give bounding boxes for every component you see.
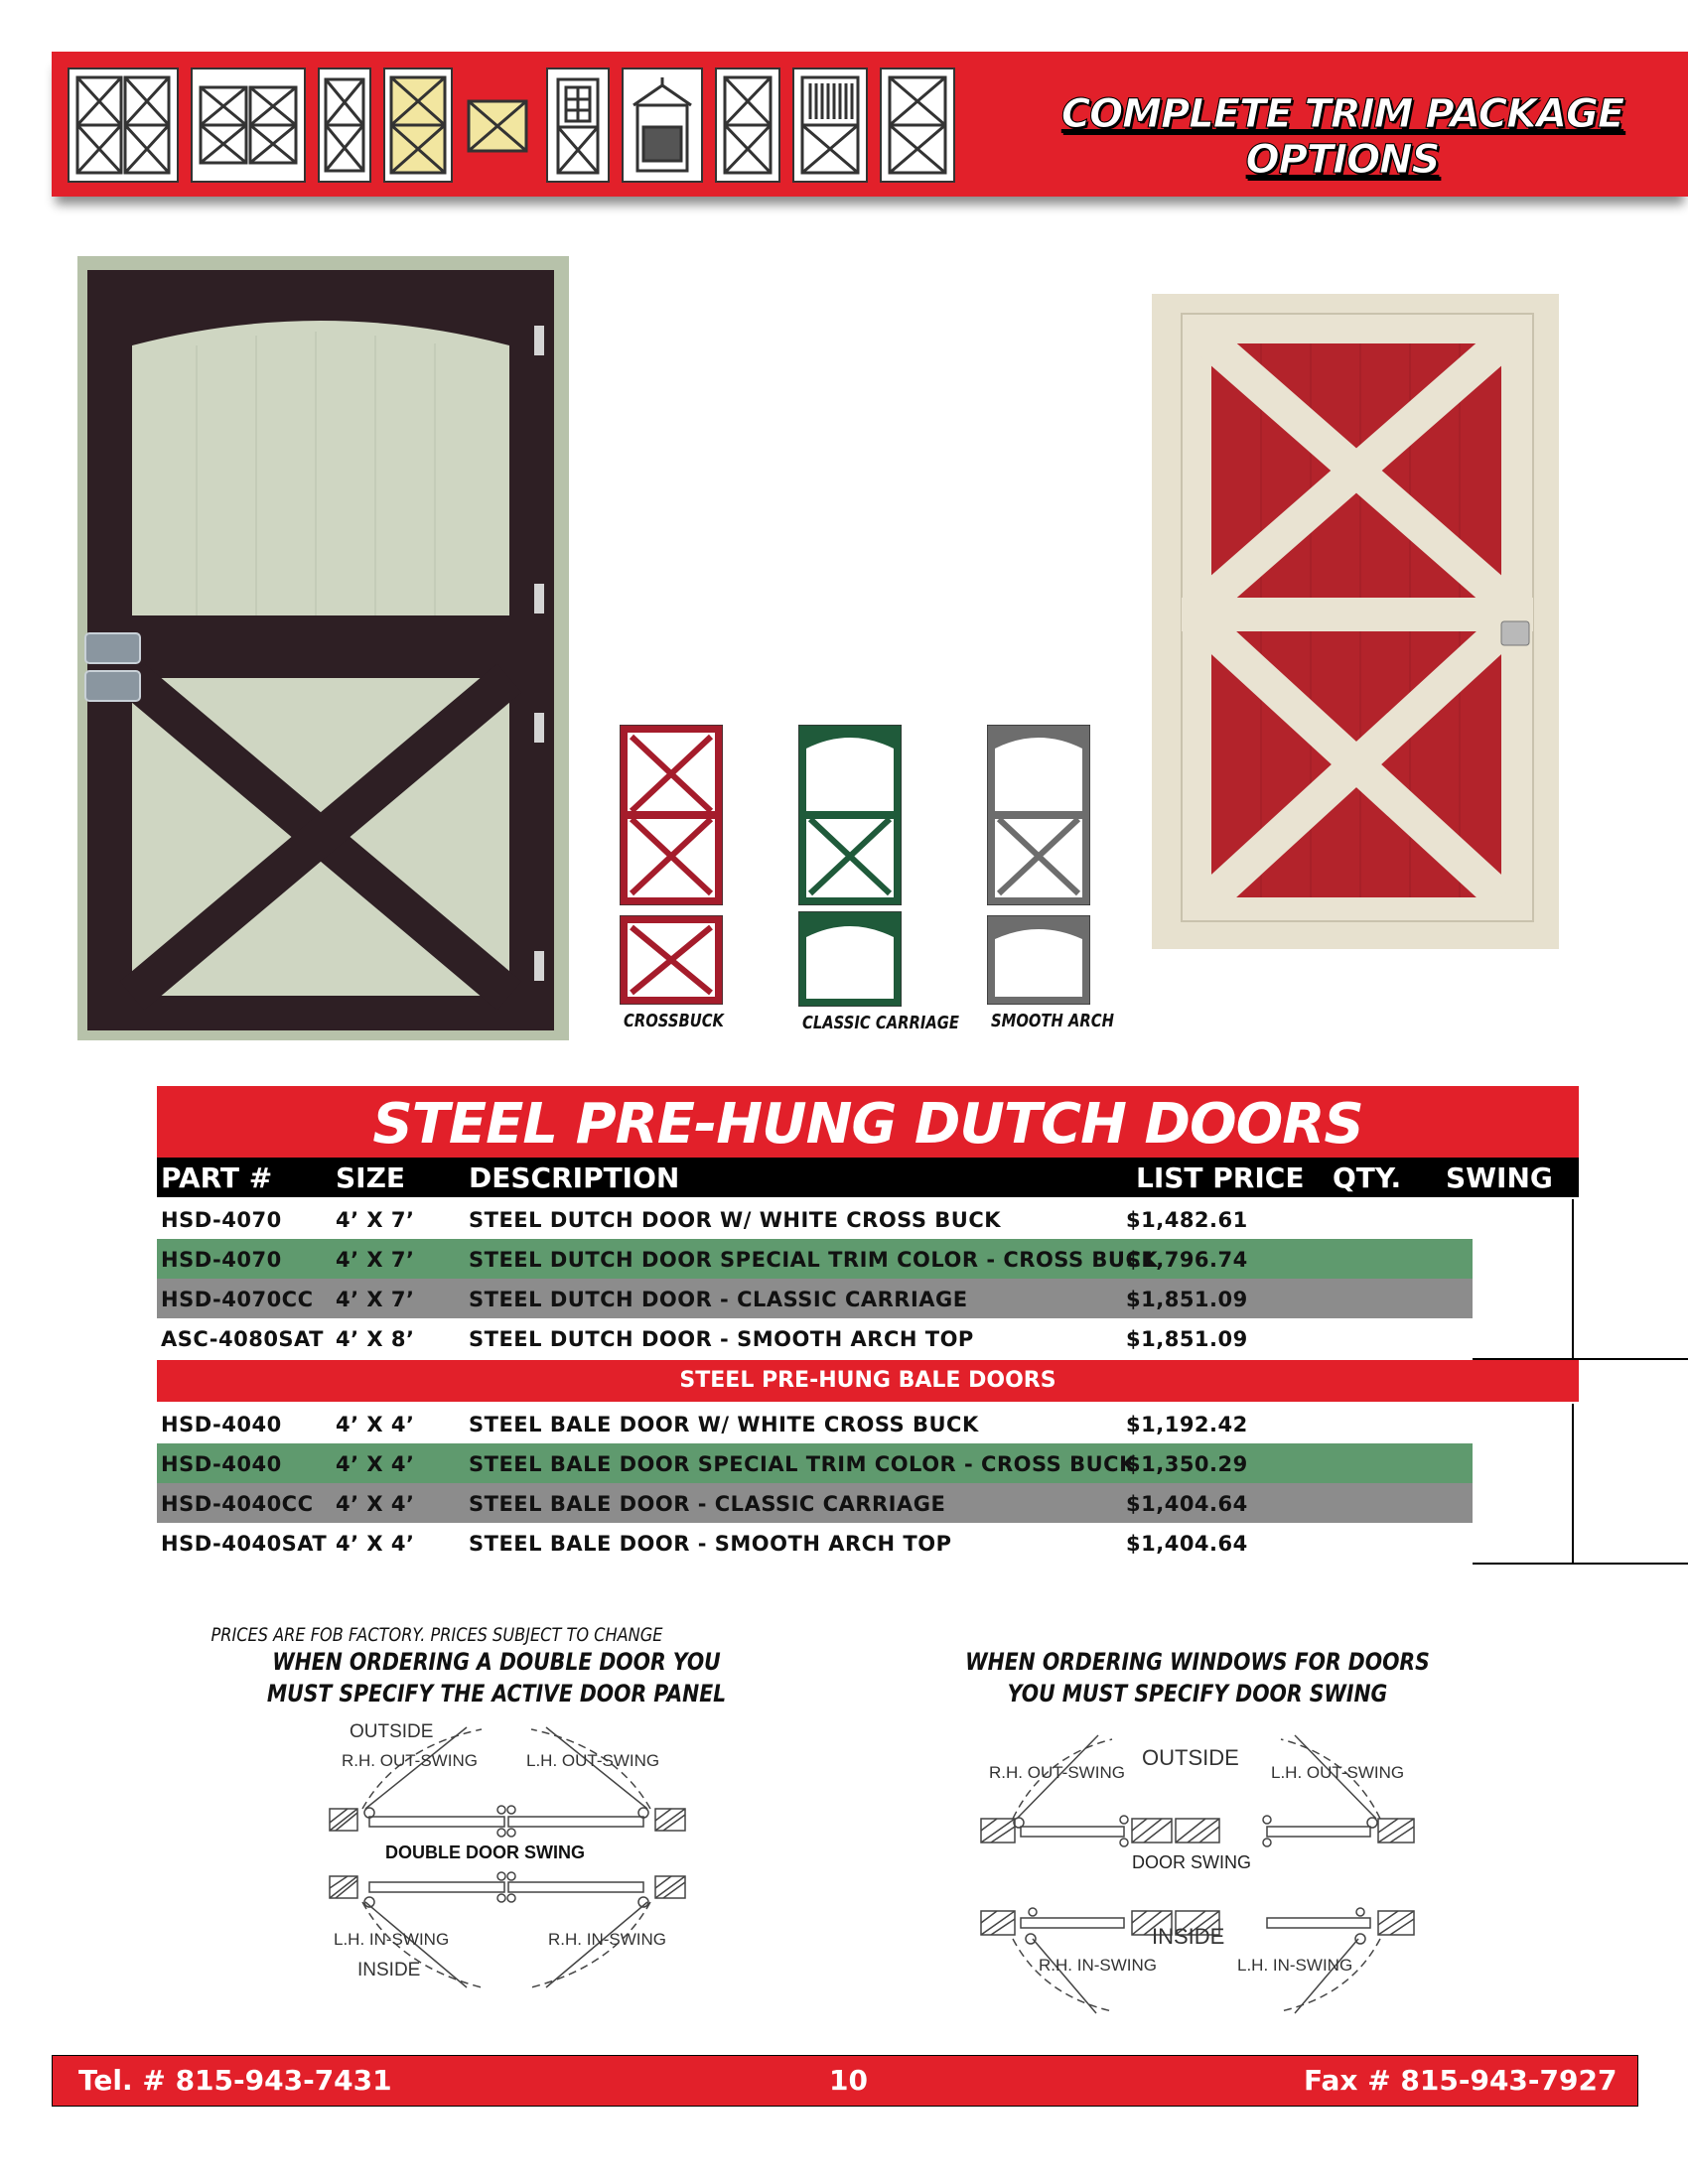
yellow-crossbuck-door-icon [383,68,453,183]
cell-description: STEEL DUTCH DOOR - SMOOTH ARCH TOP [469,1327,974,1351]
bale-section-banner [157,1360,1579,1402]
cell-description: STEEL DUTCH DOOR - CLASSIC CARRIAGE [469,1288,968,1311]
table-row [157,1239,1579,1279]
cell-size: 4’ X 7’ [336,1208,415,1232]
right-diagram-rh-out: R.H. OUT-SWING [989,1763,1125,1782]
cupola-icon [622,68,703,183]
qty-swing-input[interactable] [1473,1199,1688,1241]
cell-part: ASC-4080SAT [161,1327,325,1351]
header-size: SIZE [336,1161,406,1194]
header-list-price: LIST PRICE [1136,1161,1305,1194]
cell-price: $1,350.29 [1126,1452,1248,1476]
cell-size: 4’ X 7’ [336,1288,415,1311]
table-title: STEEL PRE-HUNG DUTCH DOORS [372,1092,1363,1157]
cell-description: STEEL DUTCH DOOR W/ WHITE CROSS BUCK [469,1208,1002,1232]
cell-price: $1,851.09 [1126,1327,1248,1351]
left-diagram-lh-in: L.H. IN-SWING [334,1930,450,1949]
header-banner [52,52,1688,197]
table-title-banner [157,1086,1579,1158]
footer-bar [52,2055,1638,2107]
windows-note-line1: WHEN ORDERING WINDOWS FOR DOORS [965,1648,1430,1676]
double-crossbuck-door-icon [68,68,179,183]
cell-price: $1,404.64 [1126,1532,1248,1556]
dutch-crossbuck-door-icon [880,68,955,183]
swatch-label-classic-carriage: CLASSIC CARRIAGE [802,1013,959,1033]
cell-price: $1,851.09 [1126,1288,1248,1311]
right-diagram-rh-in: R.H. IN-SWING [1039,1956,1157,1975]
cell-size: 4’ X 4’ [336,1452,415,1476]
swatch-classic-carriage-dutch [798,725,902,910]
cell-size: 4’ X 4’ [336,1492,415,1516]
dutch-door-photo-dark-trim [77,256,569,1040]
swatch-crossbuck-dutch [620,725,723,910]
price-note: PRICES ARE FOB FACTORY. PRICES SUBJECT TO CHANGE [211,1624,663,1646]
cell-price: $1,482.61 [1126,1208,1248,1232]
double-door-note-line1: WHEN ORDERING A DOUBLE DOOR YOU [272,1648,721,1676]
qty-swing-input[interactable] [1473,1523,1688,1565]
cell-part: HSD-4070CC [161,1288,314,1311]
header-swing: SWING [1446,1161,1553,1194]
cell-price: $1,404.64 [1126,1492,1248,1516]
table-row [157,1443,1579,1483]
qty-swing-input[interactable] [1473,1443,1688,1485]
page-title: COMPLETE TRIM PACKAGE OPTIONS [1060,91,1624,183]
footer-fax: Fax # 815-943-7927 [1304,2064,1618,2097]
cell-part: HSD-4040SAT [161,1532,328,1556]
dutch-door-photo-red [1152,294,1559,949]
cell-description: STEEL BALE DOOR - CLASSIC CARRIAGE [469,1492,946,1516]
cell-part: HSD-4040 [161,1413,282,1436]
cell-description: STEEL DUTCH DOOR SPECIAL TRIM COLOR - CROSS BUCK [469,1248,1159,1272]
header-description: DESCRIPTION [469,1161,680,1194]
right-diagram-inside: INSIDE [1152,1924,1225,1949]
right-diagram-title: DOOR SWING [1132,1852,1251,1872]
double-door-note-line2: MUST SPECIFY THE ACTIVE DOOR PANEL [266,1680,727,1707]
left-diagram-rh-out: R.H. OUT-SWING [342,1751,478,1770]
table-header [157,1158,1579,1197]
right-diagram-lh-out: L.H. OUT-SWING [1271,1763,1405,1782]
table-row [157,1318,1579,1358]
right-diagram-outside: OUTSIDE [1142,1745,1239,1770]
cell-description: STEEL BALE DOOR W/ WHITE CROSS BUCK [469,1413,979,1436]
swatch-smooth-arch-bale [987,915,1090,1010]
cell-description: STEEL BALE DOOR - SMOOTH ARCH TOP [469,1532,952,1556]
left-diagram-inside: INSIDE [357,1960,421,1980]
table-row [157,1199,1579,1239]
left-diagram-outside: OUTSIDE [350,1721,434,1742]
swatch-classic-carriage-bale [798,911,902,1012]
dutch-crossbuck-door-icon [715,68,780,183]
swatch-label-crossbuck: CROSSBUCK [624,1011,724,1031]
grill-door-icon [792,68,868,183]
window-door-icon [546,68,610,183]
header-part: PART # [161,1161,273,1194]
left-diagram-rh-in: R.H. IN-SWING [548,1930,666,1949]
cell-part: HSD-4070 [161,1248,282,1272]
cell-price: $1,192.42 [1126,1413,1248,1436]
right-diagram-lh-in: L.H. IN-SWING [1237,1956,1353,1975]
swatch-label-smooth-arch: SMOOTH ARCH [991,1011,1114,1031]
double-crossbuck-door-icon [191,68,306,183]
cell-part: HSD-4040 [161,1452,282,1476]
cell-size: 4’ X 4’ [336,1532,415,1556]
footer-tel: Tel. # 815-943-7431 [78,2064,392,2097]
cell-size: 4’ X 4’ [336,1413,415,1436]
swatch-smooth-arch-dutch [987,725,1090,910]
left-diagram-title: DOUBLE DOOR SWING [385,1843,585,1862]
cell-description: STEEL BALE DOOR SPECIAL TRIM COLOR - CROSS BUCK [469,1452,1136,1476]
swatch-crossbuck-bale [620,915,723,1010]
qty-swing-input[interactable] [1473,1404,1688,1445]
header-qty: QTY. [1333,1161,1402,1194]
table-row [157,1404,1579,1443]
qty-swing-input[interactable] [1473,1318,1688,1360]
cell-price: $1,796.74 [1126,1248,1248,1272]
qty-swing-input[interactable] [1473,1279,1688,1320]
single-crossbuck-door-icon [318,68,371,183]
table-row [157,1523,1579,1563]
cell-part: HSD-4070 [161,1208,282,1232]
bale-section-title: STEEL PRE-HUNG BALE DOORS [679,1368,1056,1393]
left-diagram-lh-out: L.H. OUT-SWING [526,1751,660,1770]
qty-swing-input[interactable] [1473,1239,1688,1281]
table-row [157,1483,1579,1523]
windows-note-line2: YOU MUST SPECIFY DOOR SWING [1007,1680,1388,1707]
cell-part: HSD-4040CC [161,1492,314,1516]
qty-swing-input[interactable] [1473,1483,1688,1525]
cell-size: 4’ X 7’ [336,1248,415,1272]
footer-page-number: 10 [829,2064,868,2097]
table-row [157,1279,1579,1318]
yellow-bale-door-icon [465,68,530,179]
cell-size: 4’ X 8’ [336,1327,415,1351]
